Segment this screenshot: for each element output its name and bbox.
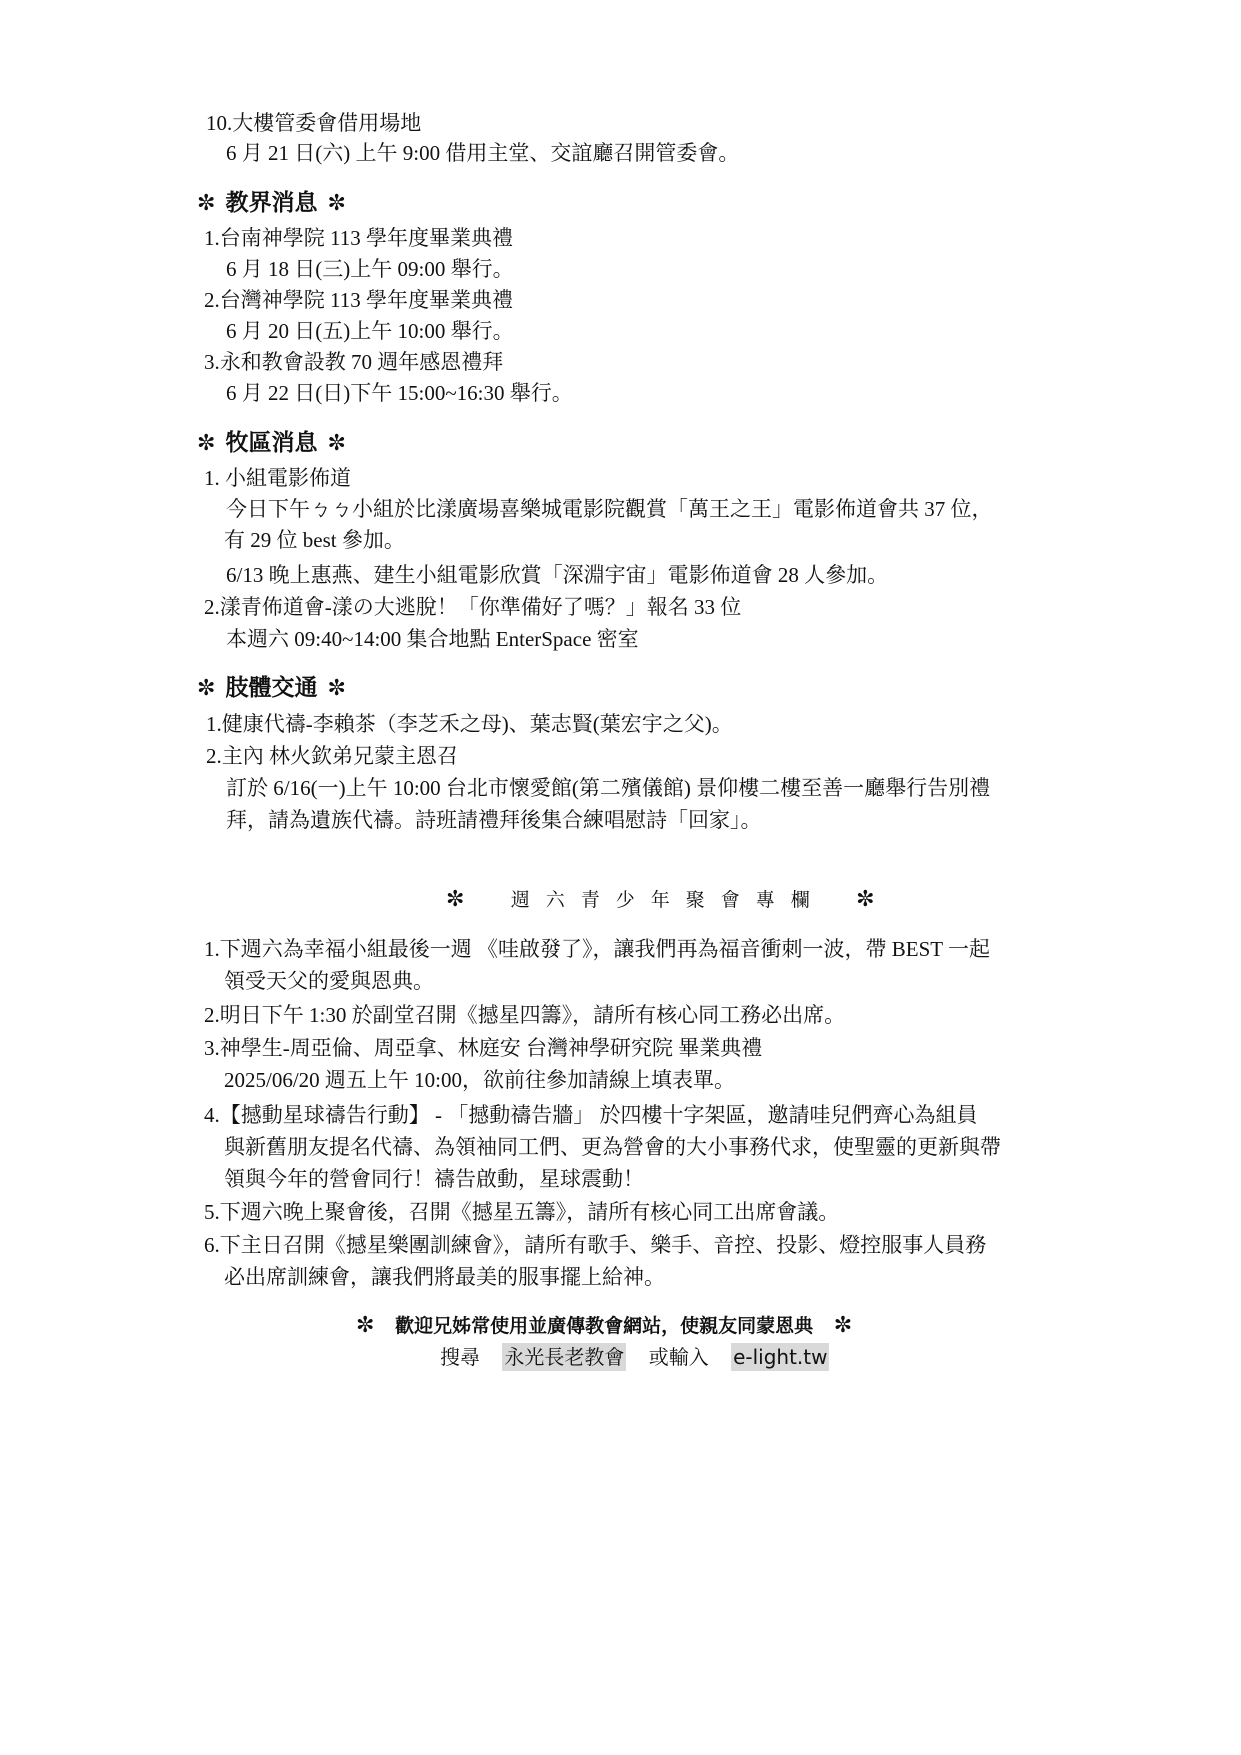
church-name-highlight[interactable]: 永光長老教會 xyxy=(504,1345,625,1369)
ornament-icon: ✼ xyxy=(197,676,216,701)
list-item: 1.下週六為幸福小組最後一週 《哇啟發了》，讓我們再為福音衝刺一波，帶 BEST 一起 xyxy=(204,937,990,961)
section-heading-church-news: ✼ 教界消息 ✼ xyxy=(197,187,346,220)
ornament-icon: ✼ xyxy=(356,1313,375,1338)
list-item-title: 1.健康代禱-李賴茶（李芝禾之母)、葉志賢(葉宏宇之父)。 xyxy=(206,712,733,736)
list-item-title: 3.永和教會設教 70 週年感恩禮拜 xyxy=(204,350,504,374)
list-item-title: 1. 小組電影佈道 xyxy=(204,466,351,490)
list-item-detail: 6 月 18 日(三)上午 09:00 舉行。 xyxy=(226,257,514,281)
item-detail: 6 月 21 日(六) 上午 9:00 借用主堂、交誼廳召開管委會。 xyxy=(226,141,740,165)
list-item: 領與今年的營會同行！禱告啟動，星球震動！ xyxy=(224,1167,644,1191)
list-item: 3.神學生-周亞倫、周亞拿、林庭安 台灣神學研究院 畢業典禮 xyxy=(204,1036,763,1060)
section-heading-youth: ✼ 週六青少年聚會專欄 ✼ xyxy=(446,884,875,915)
ornament-icon: ✼ xyxy=(327,676,346,701)
list-item-title: 1.台南神學院 113 學年度畢業典禮 xyxy=(204,226,513,250)
list-item-detail: 有 29 位 best 參加。 xyxy=(224,528,405,552)
list-item: 4.【撼動星球禱告行動】 - 「撼動禱告牆」 於四樓十字架區，邀請哇兒們齊心為組員 xyxy=(204,1103,978,1127)
list-item: 必出席訓練會，讓我們將最美的服事擺上給神。 xyxy=(224,1265,665,1289)
list-item-detail: 本週六 09:40~14:00 集合地點 EnterSpace 密室 xyxy=(226,627,639,651)
list-item: 6.下主日召開《撼星樂團訓練會》，請所有歌手、樂手、音控、投影、燈控服事人員務 xyxy=(204,1233,987,1257)
ornament-icon: ✼ xyxy=(446,887,465,912)
or-label: 或輸入 xyxy=(648,1345,709,1369)
list-item: 5.下週六晚上聚會後，召開《撼星五籌》，請所有核心同工出席會議。 xyxy=(204,1200,840,1224)
footer-welcome: ✼ 歡迎兄姊常使用並廣傳教會網站，使親友同蒙恩典 ✼ xyxy=(356,1311,852,1341)
list-item-detail: 6 月 20 日(五)上午 10:00 舉行。 xyxy=(226,319,514,343)
section-heading-fellowship: ✼ 肢體交通 ✼ xyxy=(197,672,346,705)
list-item-detail: 拜，請為遺族代禱。詩班請禮拜後集合練唱慰詩「回家」。 xyxy=(226,808,762,832)
list-item: 2.明日下午 1:30 於副堂召開《撼星四籌》，請所有核心同工務必出席。 xyxy=(204,1003,846,1027)
list-item-detail: 6/13 晚上惠燕、建生小組電影欣賞「深淵宇宙」電影佈道會 28 人參加。 xyxy=(226,563,889,587)
ornament-icon: ✼ xyxy=(856,887,875,912)
list-item-detail: 訂於 6/16(一)上午 10:00 台北市懷愛館(第二殯儀館) 景仰樓二樓至善一廳舉行告別禮 xyxy=(226,776,991,800)
ornament-icon: ✼ xyxy=(197,431,216,456)
ornament-icon: ✼ xyxy=(327,431,346,456)
list-item: 領受天父的愛與恩典。 xyxy=(224,969,434,993)
list-item-detail: 今日下午ㄅㄅ小組於比漾廣場喜樂城電影院觀賞「萬王之王」電影佈道會共 37 位， xyxy=(226,497,993,521)
item-title: 10.大樓管委會借用場地 xyxy=(206,111,422,135)
list-item-title: 2.漾青佈道會-漾の大逃脫！「你準備好了嗎？」報名 33 位 xyxy=(204,595,742,619)
search-label: 搜尋 xyxy=(440,1345,480,1369)
section-heading-pastoral-news: ✼ 牧區消息 ✼ xyxy=(197,427,346,460)
list-item: 2025/06/20 週五上午 10:00，欲前往參加請線上填表單。 xyxy=(224,1068,736,1092)
list-item: 與新舊朋友提名代禱、為領袖同工們、更為營會的大小事務代求，使聖靈的更新與帶 xyxy=(224,1135,1001,1159)
list-item-title: 2.台灣神學院 113 學年度畢業典禮 xyxy=(204,288,513,312)
website-url-highlight[interactable]: e-light.tw xyxy=(733,1345,828,1369)
footer-search-line xyxy=(440,1342,829,1372)
ornament-icon: ✼ xyxy=(833,1313,853,1338)
list-item-title: 2.主內 林火欽弟兄蒙主恩召 xyxy=(206,744,458,768)
list-item-detail: 6 月 22 日(日)下午 15:00~16:30 舉行。 xyxy=(226,381,573,405)
ornament-icon: ✼ xyxy=(197,191,216,216)
ornament-icon: ✼ xyxy=(327,191,346,216)
